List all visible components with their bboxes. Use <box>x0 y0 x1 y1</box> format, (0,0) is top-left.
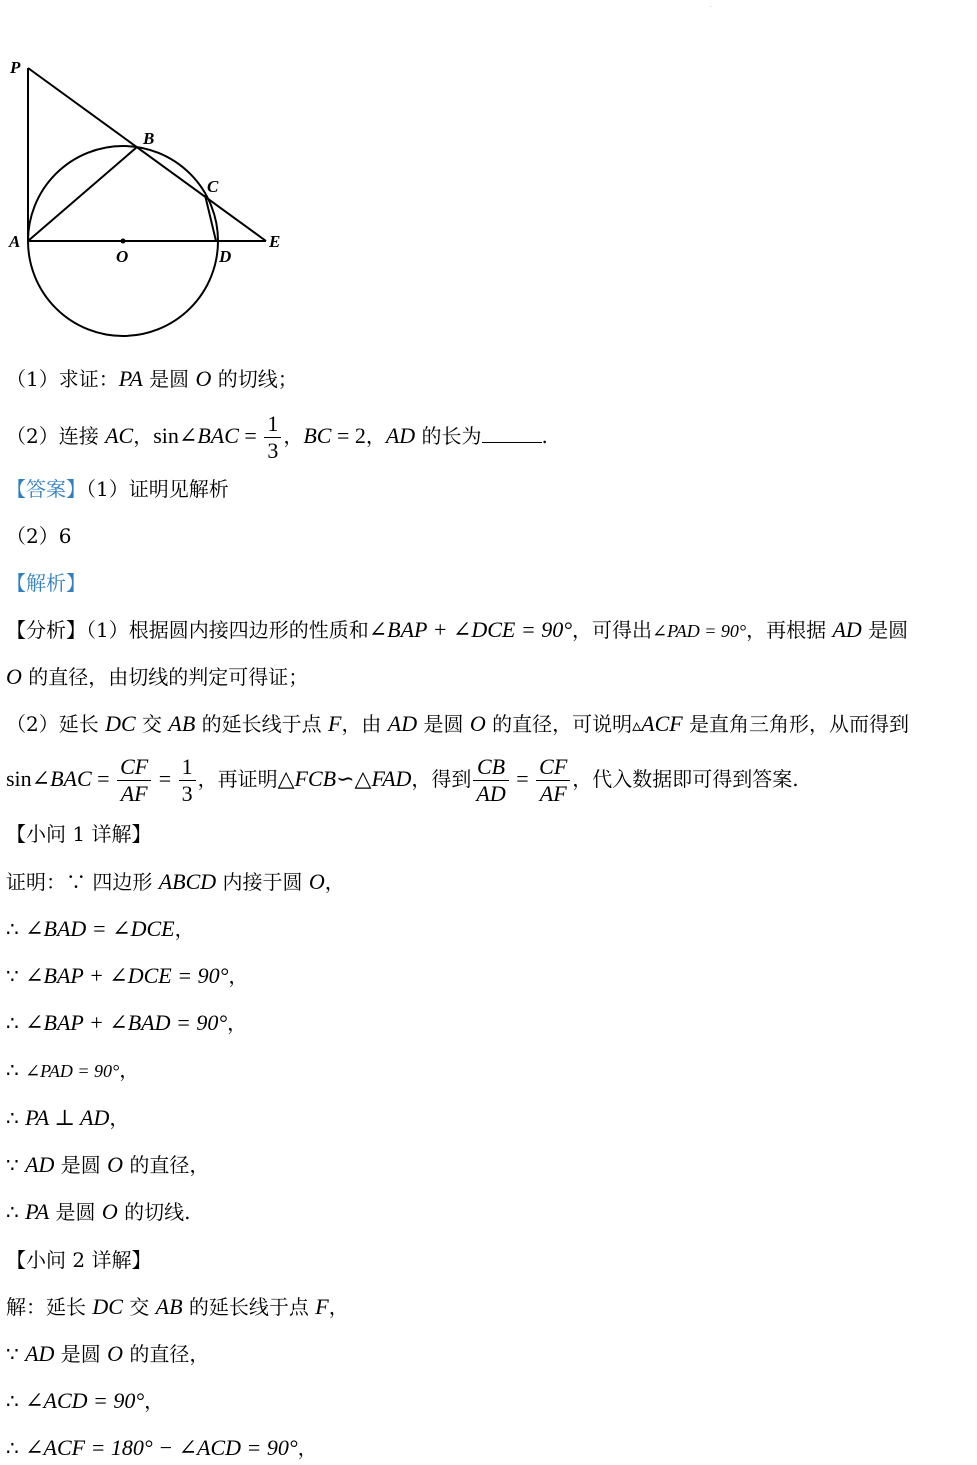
q2-text: 的长为 <box>415 424 482 448</box>
s2-l4-pre: ∴ <box>6 1436 26 1460</box>
analysis-tag: 【分析】 <box>6 618 86 642</box>
sub1-title-text: 【小问 1 详解】 <box>6 822 152 846</box>
a4-frac-1 <box>117 754 151 807</box>
sub2-title-text: 【小问 2 详解】 <box>6 1248 152 1272</box>
s1-l7-t1: 是圆 <box>54 1153 108 1177</box>
s1-l5-post: ， <box>119 1058 140 1082</box>
s1-l1-m1: ABCD <box>158 869 217 894</box>
a3-m1: DC <box>105 711 136 736</box>
s1-l8-pre: ∴ <box>6 1200 26 1224</box>
label-d: D <box>219 247 232 266</box>
q2-math-ac: AC <box>105 423 134 448</box>
q1-math-pa: PA <box>118 366 143 391</box>
s1-l3-math: ∠BAP + ∠DCE = 90° <box>25 963 229 988</box>
s1-l1-t2: 内接于圆 <box>216 870 309 894</box>
s1-l7-pre: ∵ <box>6 1153 26 1177</box>
sub2-line-4 <box>6 1431 969 1465</box>
a3-t5: 是圆 <box>417 712 470 736</box>
s2-l1-t2: 交 <box>122 1295 156 1319</box>
a4-t2: ，得到 <box>411 767 472 791</box>
s2-l1-t1: 解：延长 <box>6 1295 93 1319</box>
s1-l2-pre: ∴ <box>6 917 26 941</box>
a4-eq2: = <box>153 766 177 791</box>
a4-frac-2 <box>179 754 196 807</box>
a4-t3: ，代入数据即可得到答案. <box>572 767 799 791</box>
s2-l3-post: ， <box>144 1389 165 1413</box>
q2-math-bc: BC <box>303 423 332 448</box>
q2-math-ad: AD <box>385 423 416 448</box>
center-point-o <box>121 239 126 244</box>
a3-t3: 的延长线于点 <box>195 712 328 736</box>
s1-l2-post: ， <box>174 917 195 941</box>
a4-f1-den: AF <box>120 781 148 806</box>
s1-l1-t1: 证明：∵ 四边形 <box>6 870 159 894</box>
s1-l5-pre: ∴ <box>6 1058 26 1082</box>
s1-l1-t3: ， <box>324 870 345 894</box>
segment-pe <box>28 68 266 241</box>
q2-fraction <box>264 411 281 464</box>
sub1-line-3 <box>6 959 969 993</box>
s1-l7-m2: O <box>107 1152 124 1177</box>
s1-l3-pre: ∵ <box>6 964 26 988</box>
segment-ab <box>28 147 137 241</box>
analysis-line-3 <box>6 707 969 743</box>
s2-l2-t2: 的直径， <box>123 1342 210 1366</box>
answer-text: （1）证明见解析 <box>86 477 229 501</box>
analysis-line-2 <box>6 660 969 694</box>
q2-comma3: ， <box>365 424 386 448</box>
s2-l1-m3: F <box>315 1294 329 1319</box>
s1-l4-pre: ∴ <box>6 1011 26 1035</box>
s2-l1-m1: DC <box>92 1294 123 1319</box>
sub1-title <box>6 817 969 851</box>
sub1-line-6 <box>6 1101 969 1135</box>
s2-l2-t1: 是圆 <box>54 1342 108 1366</box>
label-c: C <box>207 177 219 196</box>
s1-l8-t1: 是圆 <box>49 1200 102 1224</box>
sub2-line-3 <box>6 1384 969 1418</box>
sub2-title <box>6 1243 969 1277</box>
s2-l3-pre: ∴ <box>6 1389 26 1413</box>
s2-l2-pre: ∵ <box>6 1342 26 1366</box>
question-1 <box>6 362 969 396</box>
label-e: E <box>269 232 281 251</box>
a3-t2: 交 <box>135 712 169 736</box>
a3-m5: O <box>469 711 486 736</box>
s1-l2-math: ∠BAD = ∠DCE <box>25 916 175 941</box>
q2-comma: ， <box>133 424 154 448</box>
analysis-math-2: ∠PAD = 90° <box>652 621 747 641</box>
s1-l5-math: ∠PAD = 90° <box>25 1061 120 1081</box>
a4-f3-den: AD <box>476 781 506 806</box>
s1-l4-post: ， <box>227 1011 248 1035</box>
s1-l6-pre: ∴ <box>6 1106 26 1130</box>
a4-m2: △FCB∽△FAD <box>277 766 412 791</box>
a3-m3: F <box>327 711 342 736</box>
q2-frac-den: 3 <box>267 438 279 463</box>
triangle-icon: ▵ <box>632 715 642 736</box>
analysis-text-2: ，可得出 <box>572 618 653 642</box>
a3-m6: ACF <box>641 711 683 736</box>
label-o: O <box>116 247 129 266</box>
sub1-line-8 <box>6 1195 969 1229</box>
answer-2-text: （2）6 <box>6 524 72 548</box>
label-a: A <box>9 232 21 251</box>
s1-l6-math: PA ⊥ AD <box>25 1105 110 1130</box>
a3-m4: AD <box>387 711 418 736</box>
a4-sin: sin∠ <box>6 766 51 791</box>
q2-eq: = <box>238 423 263 448</box>
s2-l3-math: ∠ACD = 90° <box>25 1388 145 1413</box>
analysis-math-3: AD <box>832 617 862 642</box>
analysis-text-5: 的直径，由切线的判定可得证； <box>21 665 309 689</box>
s2-l4-post: ， <box>297 1436 318 1460</box>
sub2-line-2 <box>6 1337 969 1371</box>
sub2-line-1 <box>6 1290 969 1324</box>
jiexi-tag: 【解析】 <box>6 571 86 595</box>
analysis-line-4 <box>6 750 969 808</box>
answer-tag: 【答案】 <box>6 477 86 501</box>
q2-eq2: = 2 <box>331 423 366 448</box>
analysis-text-3: ，再根据 <box>746 618 833 642</box>
s2-l1-t3: 的延长线于点 <box>182 1295 316 1319</box>
s1-l4-math: ∠BAP + ∠BAD = 90° <box>25 1010 228 1035</box>
a4-f4-num: CF <box>536 754 570 781</box>
s1-l8-m1: PA <box>25 1199 50 1224</box>
label-b: B <box>143 129 155 148</box>
sub1-line-2 <box>6 912 969 946</box>
s2-l4-math: ∠ACF = 180° − ∠ACD = 90° <box>25 1435 298 1460</box>
s2-l2-m2: O <box>107 1341 124 1366</box>
sub1-line-1 <box>6 865 969 899</box>
a3-m2: AB <box>168 711 196 736</box>
q1-text: 是圆 <box>142 367 196 391</box>
s2-l1-m2: AB <box>155 1294 183 1319</box>
s1-l7-m1: AD <box>25 1152 55 1177</box>
a4-m1: BAC <box>50 766 92 791</box>
q2-math-bac: BAC <box>197 423 239 448</box>
answer-line <box>6 472 969 506</box>
analysis-math-1: ∠BAP + ∠DCE = 90° <box>368 617 573 642</box>
q2-sin: sin∠ <box>153 423 198 448</box>
a4-f2-num: 1 <box>179 754 196 781</box>
s1-l1-m2: O <box>308 869 325 894</box>
analysis-math-o: O <box>6 664 22 689</box>
a4-frac-3 <box>473 754 508 807</box>
answer-line-2 <box>6 519 969 553</box>
label-p: P <box>10 58 21 77</box>
q1-prefix: （1）求证： <box>6 367 119 391</box>
s1-l6-post: ， <box>109 1106 130 1130</box>
a3-t4: ，由 <box>341 712 388 736</box>
s1-l7-t2: 的直径， <box>123 1153 210 1177</box>
q2-comma2: ， <box>283 424 304 448</box>
sub1-line-5 <box>6 1053 969 1088</box>
analysis-line-1 <box>6 613 969 648</box>
sub1-line-4 <box>6 1006 969 1040</box>
a3-t7: 是直角三角形，从而得到 <box>682 712 910 736</box>
s1-l8-m2: O <box>101 1199 118 1224</box>
scan-dot: · <box>710 4 712 11</box>
analysis-text-4: 是圆 <box>861 618 909 642</box>
a3-t6: 的直径，可说明 <box>485 712 633 736</box>
sub1-line-7 <box>6 1148 969 1182</box>
s1-l3-post: ， <box>228 964 249 988</box>
q2-frac-num: 1 <box>264 411 281 438</box>
a3-t1: （2）延长 <box>6 712 106 736</box>
a4-f2-den: 3 <box>181 781 193 806</box>
q2-end: . <box>541 424 548 448</box>
question-2 <box>6 408 969 464</box>
s2-l2-m1: AD <box>25 1341 55 1366</box>
a4-f1-num: CF <box>117 754 151 781</box>
analysis-text-1: （1）根据圆内接四边形的性质和 <box>86 618 369 642</box>
geometry-figure <box>0 50 300 350</box>
a4-f3-num: CB <box>473 754 508 781</box>
q1-math-o: O <box>195 366 212 391</box>
answer-blank <box>482 422 542 443</box>
s2-l1-t4: ， <box>328 1295 349 1319</box>
a4-frac-4 <box>536 754 570 807</box>
q2-prefix: （2）连接 <box>6 424 106 448</box>
q1-text-end: 的切线； <box>211 367 298 391</box>
s1-l8-t2: 的切线. <box>117 1200 191 1224</box>
jiexi-heading <box>6 566 969 600</box>
a4-t1: ，再证明 <box>197 767 278 791</box>
a4-eq1: = <box>91 766 116 791</box>
a4-eq3: = <box>510 766 535 791</box>
a4-f4-den: AF <box>539 781 567 806</box>
